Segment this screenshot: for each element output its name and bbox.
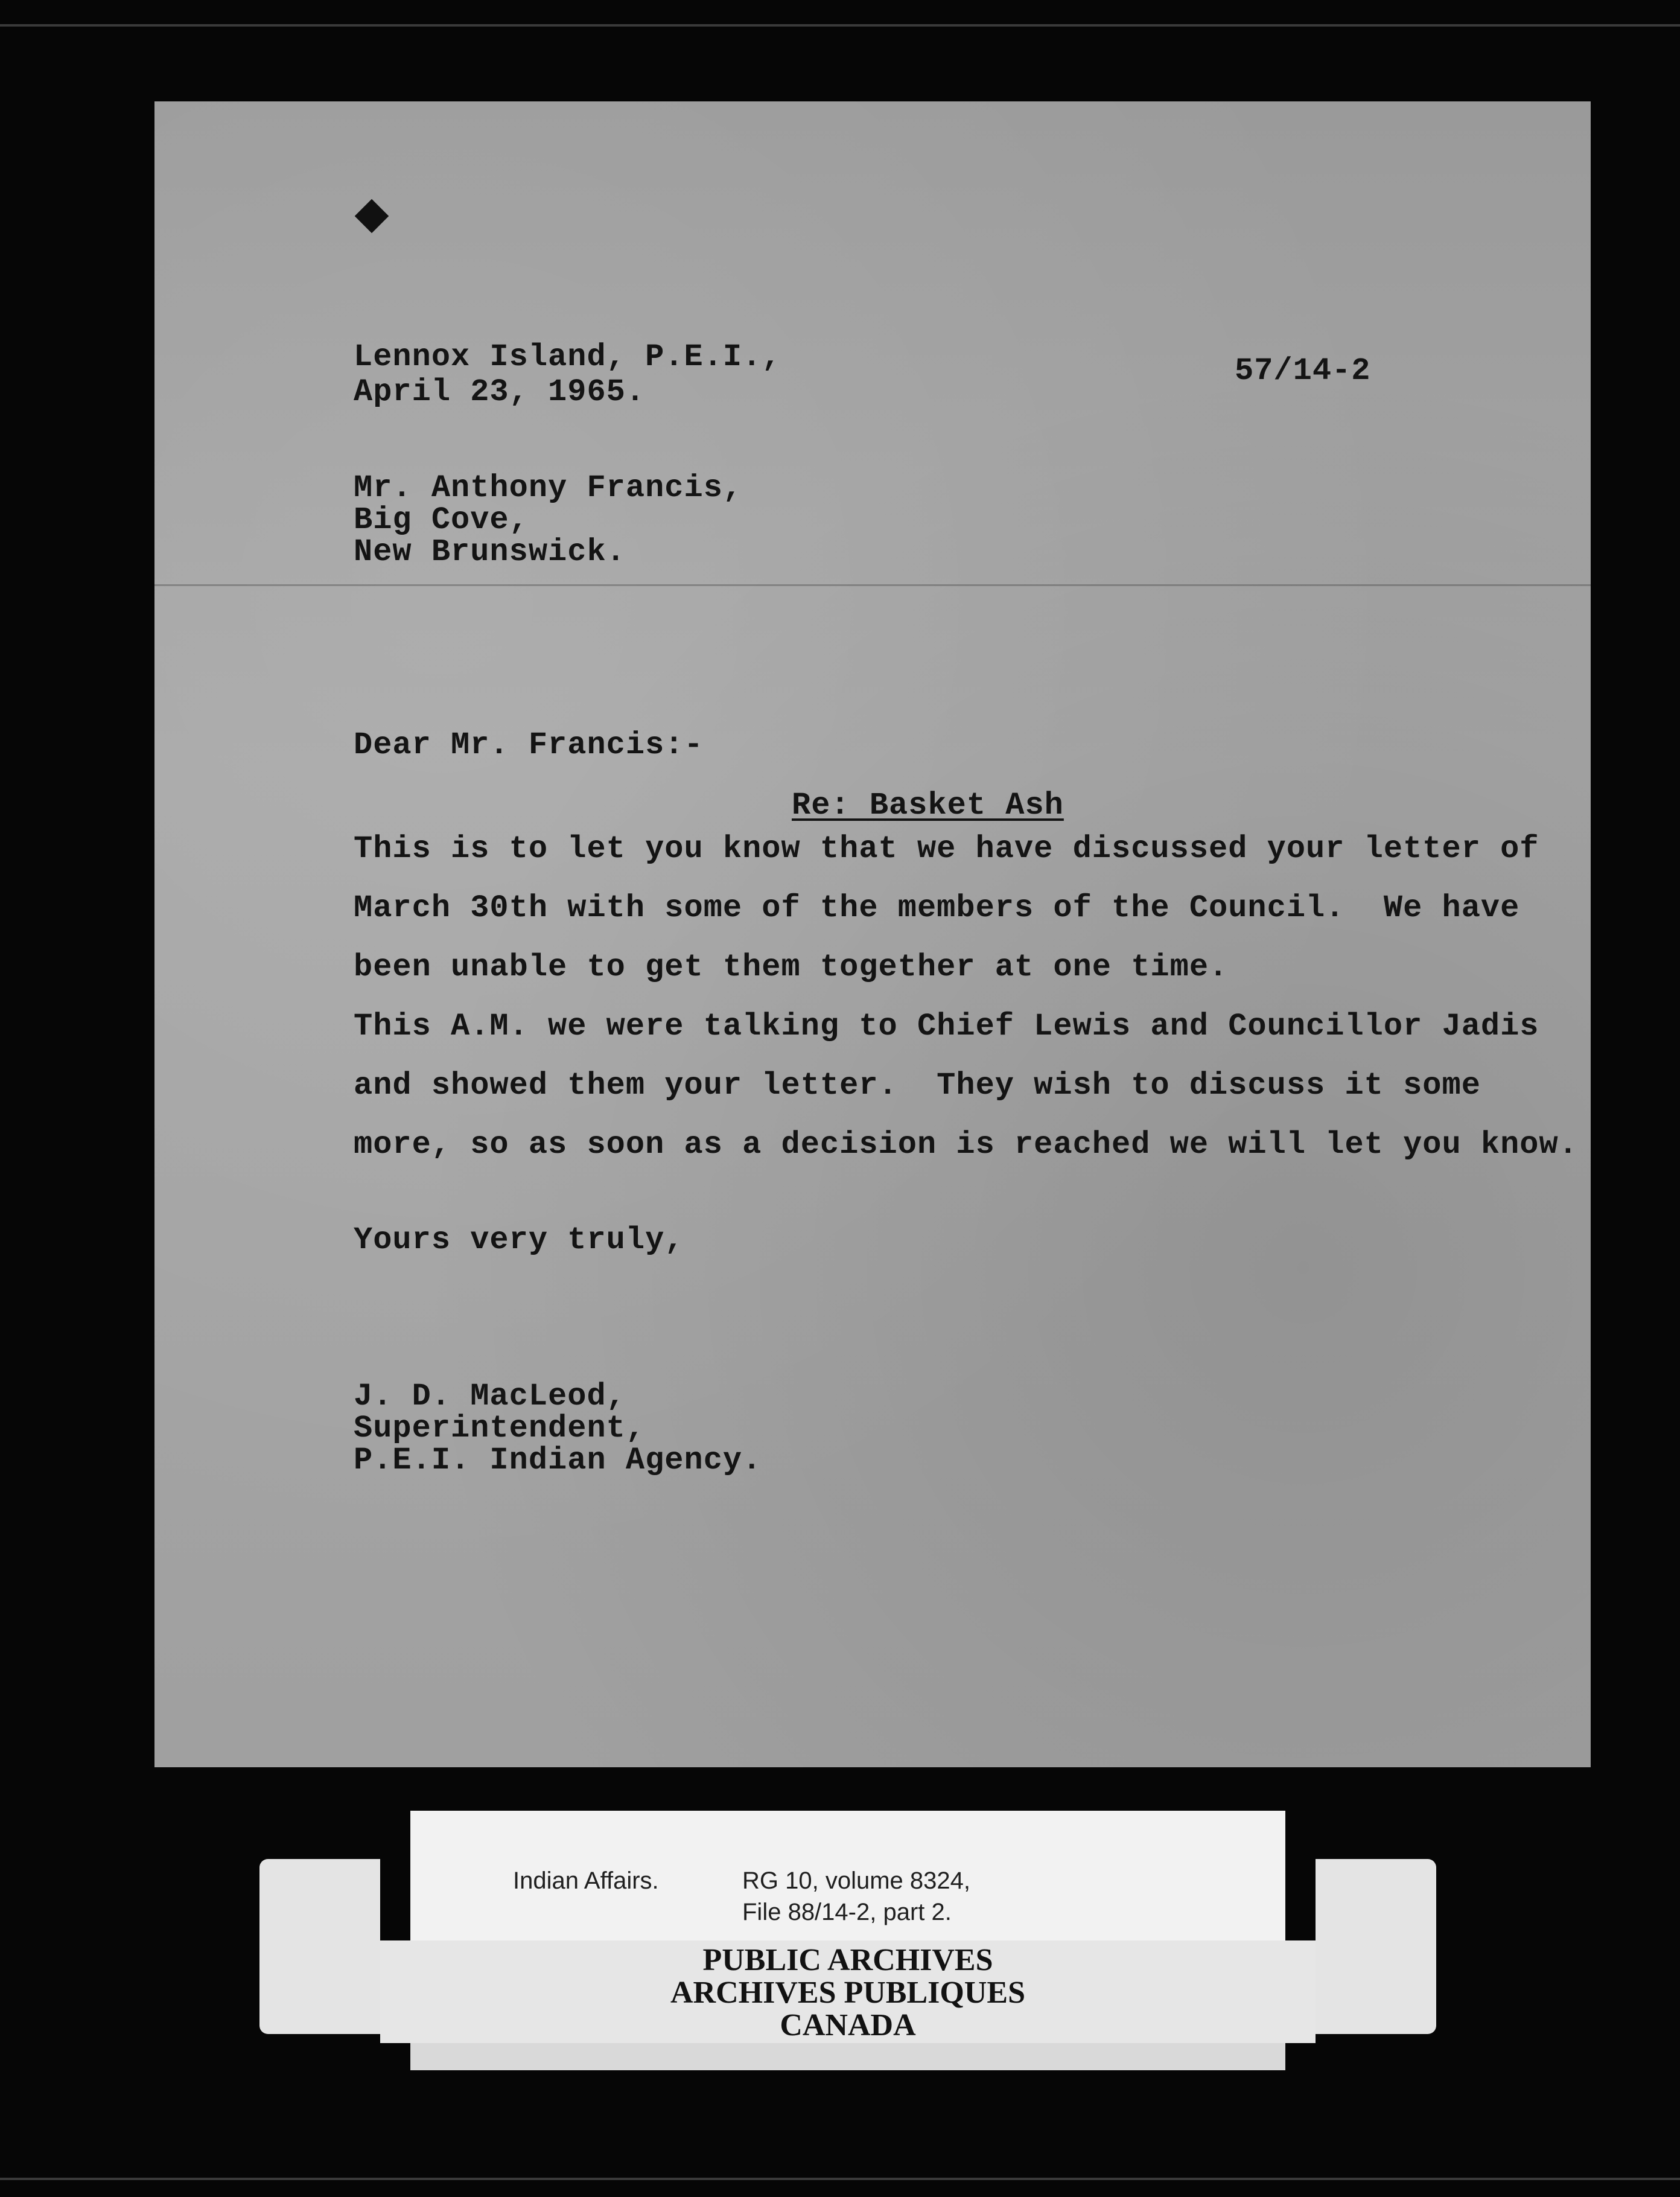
film-edge-top (0, 24, 1680, 27)
recipient-province: New Brunswick. (354, 534, 626, 570)
body-line: This A.M. we were talking to Chief Lewis and Councillor Jadis (354, 1009, 1539, 1044)
sender-place: Lennox Island, P.E.I., (354, 339, 781, 375)
stamp-line-country: CANADA (780, 2008, 916, 2042)
archive-tab-left (259, 1859, 380, 2034)
archive-tab-right (1316, 1859, 1436, 2034)
letter-page (154, 101, 1591, 1767)
recipient-place: Big Cove, (354, 502, 529, 538)
body-line: more, so as soon as a decision is reached we will let you know. (354, 1127, 1578, 1162)
archive-stamp-strip (410, 2040, 1285, 2070)
body-line: been unable to get them together at one time. (354, 949, 1229, 985)
film-edge-bottom (0, 2178, 1680, 2180)
body-line: and showed them your letter. They wish to discuss it some (354, 1068, 1481, 1103)
recipient-name: Mr. Anthony Francis, (354, 470, 743, 506)
archive-stamp (380, 1940, 1316, 2043)
stamp-line-french: ARCHIVES PUBLIQUES (670, 1975, 1026, 2010)
letter-date: April 23, 1965. (354, 374, 646, 410)
file-reference: 57/14-2 (1235, 353, 1371, 389)
salutation: Dear Mr. Francis:- (354, 727, 704, 763)
signature-name: J. D. MacLeod, (354, 1379, 626, 1414)
fold-line (154, 584, 1591, 586)
closing: Yours very truly, (354, 1222, 684, 1258)
subject-line: Re: Basket Ash (792, 788, 1064, 823)
stamp-line-english: PUBLIC ARCHIVES (702, 1943, 993, 1977)
punch-hole-mark (355, 199, 389, 234)
signature-agency: P.E.I. Indian Agency. (354, 1443, 762, 1478)
reference-department: Indian Affairs. (513, 1867, 659, 1894)
reference-record-group: RG 10, volume 8324, (742, 1867, 970, 1894)
body-line: March 30th with some of the members of the Council. We have (354, 890, 1520, 926)
signature-title: Superintendent, (354, 1411, 646, 1446)
reference-file: File 88/14-2, part 2. (742, 1899, 952, 1925)
body-line: This is to let you know that we have discussed your letter of (354, 831, 1539, 867)
reference-label (410, 1811, 1285, 1944)
